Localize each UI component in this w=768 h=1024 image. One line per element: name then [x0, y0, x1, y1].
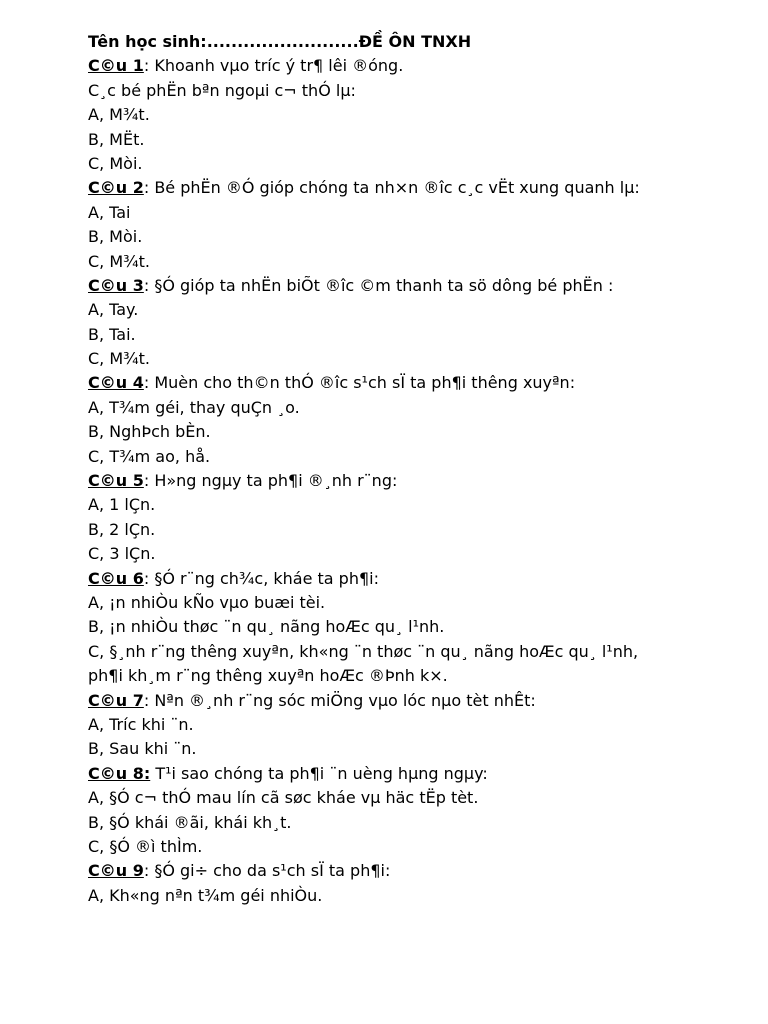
question-2-separator: :: [143, 178, 150, 198]
question-1-separator: :: [143, 56, 150, 76]
question-6-option-c-continued: ph¶i kh¸m r¨ng thêng xuyªn hoÆc ®Þnh k×.: [88, 666, 448, 686]
question-4-separator: :: [143, 373, 150, 393]
question-4-label: C©u 4: [88, 373, 144, 393]
question-4-heading: [88, 371, 748, 395]
question-8-heading: [88, 762, 748, 786]
question-1-label: C©u 1: [88, 56, 144, 76]
question-2-option-a: A, Tai: [88, 202, 131, 222]
question-4-option-a: A, T¾m géi, thay quÇn ¸o.: [88, 397, 300, 417]
question-9-option-a: A, Kh«ng nªn t¾m géi nhiÒu.: [88, 885, 323, 905]
question-3-option-b: B, Tai.: [88, 324, 136, 344]
question-2: [88, 176, 748, 274]
question-5-text: H»ng ngµy ta ph¶i ®¸nh r¨ng:: [149, 471, 398, 491]
question-7-text: Nªn ®¸nh r¨ng sóc miÖng vµo lóc nµo tèt nhÊt:: [149, 690, 536, 710]
question-6-heading: [88, 567, 748, 591]
question-3-heading: [88, 274, 748, 298]
question-1-heading: [88, 54, 748, 78]
question-1-option-a: A, M¾t.: [88, 105, 150, 125]
question-8-text: T¹i sao chóng ta ph¶i ¨n uèng hµng ngµy:: [150, 763, 488, 783]
question-7-heading: [88, 689, 748, 713]
question-7-option-a: A, Tríc khi ¨n.: [88, 714, 194, 734]
question-3: [88, 274, 748, 372]
question-5-option-b: B, 2 lÇn.: [88, 519, 156, 539]
question-2-option-b: B, Mòi.: [88, 227, 143, 247]
question-8-option-b: B, §Ó khái ®ãi, khái kh¸t.: [88, 812, 292, 832]
question-8-option-c: C, §Ó ®ì thÌm.: [88, 836, 203, 856]
question-5: [88, 469, 748, 567]
question-5-separator: :: [143, 471, 150, 491]
worksheet-title: Tên học sinh:.........................ĐỀ ÔN TNXH: [88, 32, 472, 51]
question-6-text: §Ó r¨ng ch¾c, kháe ta ph¶i:: [149, 568, 379, 588]
question-1: [88, 54, 748, 176]
question-1-option-c: C, Mòi.: [88, 153, 143, 173]
question-8-label: C©u 8:: [88, 763, 151, 783]
question-6-option-a: A, ¡n nhiÒu kÑo vµo buæi tèi.: [88, 592, 326, 612]
question-3-label: C©u 3: [88, 275, 144, 295]
question-5-label: C©u 5: [88, 471, 144, 491]
question-8-option-a: A, §Ó c¬ thÓ mau lín cã søc kháe vµ häc tËp tèt.: [88, 788, 479, 808]
question-1-prompt: C¸c bé phËn bªn ngoµi c¬ thÓ lµ:: [88, 80, 356, 100]
question-9-heading: [88, 859, 748, 883]
question-3-option-c: C, M¾t.: [88, 349, 151, 369]
question-2-label: C©u 2: [88, 178, 144, 198]
question-6-option-b: B, ¡n nhiÒu thøc ¨n qu¸ nãng hoÆc qu¸ l¹nh.: [88, 617, 445, 637]
question-4-text: Muèn cho th©n thÓ ®îc s¹ch sÏ ta ph¶i thêng xuyªn:: [149, 373, 576, 393]
question-9-separator: :: [143, 861, 150, 881]
question-3-text: §Ó gióp ta nhËn biÕt ®îc ©m thanh ta sö dông bé phËn :: [149, 275, 614, 295]
question-6-option-c: C, §¸nh r¨ng thêng xuyªn, kh«ng ¨n thøc ¨n qu¸ nãng hoÆc qu¸ l¹nh,: [88, 641, 639, 661]
question-1-option-b: B, MËt.: [88, 129, 145, 149]
question-9-label: C©u 9: [88, 861, 144, 881]
question-3-separator: :: [143, 275, 150, 295]
question-5-heading: [88, 469, 748, 493]
question-7-label: C©u 7: [88, 690, 144, 710]
worksheet: [88, 30, 748, 908]
question-8: [88, 762, 748, 860]
question-7: [88, 689, 748, 762]
question-9-text: §Ó gi÷ cho da s¹ch sÏ ta ph¶i:: [149, 861, 391, 881]
question-4: [88, 371, 748, 469]
question-4-option-c: C, T¾m ao, hå.: [88, 446, 211, 466]
question-6: [88, 567, 748, 689]
question-1-text: Khoanh vµo tríc ý tr¶ lêi ®óng.: [149, 56, 404, 76]
question-7-separator: :: [143, 690, 150, 710]
question-9: [88, 859, 748, 908]
question-2-heading: [88, 176, 748, 200]
question-7-option-b: B, Sau khi ¨n.: [88, 739, 197, 759]
question-4-option-b: B, NghÞch bÈn.: [88, 422, 211, 442]
question-5-option-c: C, 3 lÇn.: [88, 544, 156, 564]
question-2-text: Bé phËn ®Ó gióp chóng ta nh×n ®îc c¸c vËt xung quanh lµ:: [149, 178, 640, 198]
question-6-label: C©u 6: [88, 568, 144, 588]
question-2-option-c: C, M¾t.: [88, 251, 151, 271]
question-5-option-a: A, 1 lÇn.: [88, 495, 156, 515]
question-3-option-a: A, Tay.: [88, 300, 139, 320]
question-6-separator: :: [143, 568, 150, 588]
